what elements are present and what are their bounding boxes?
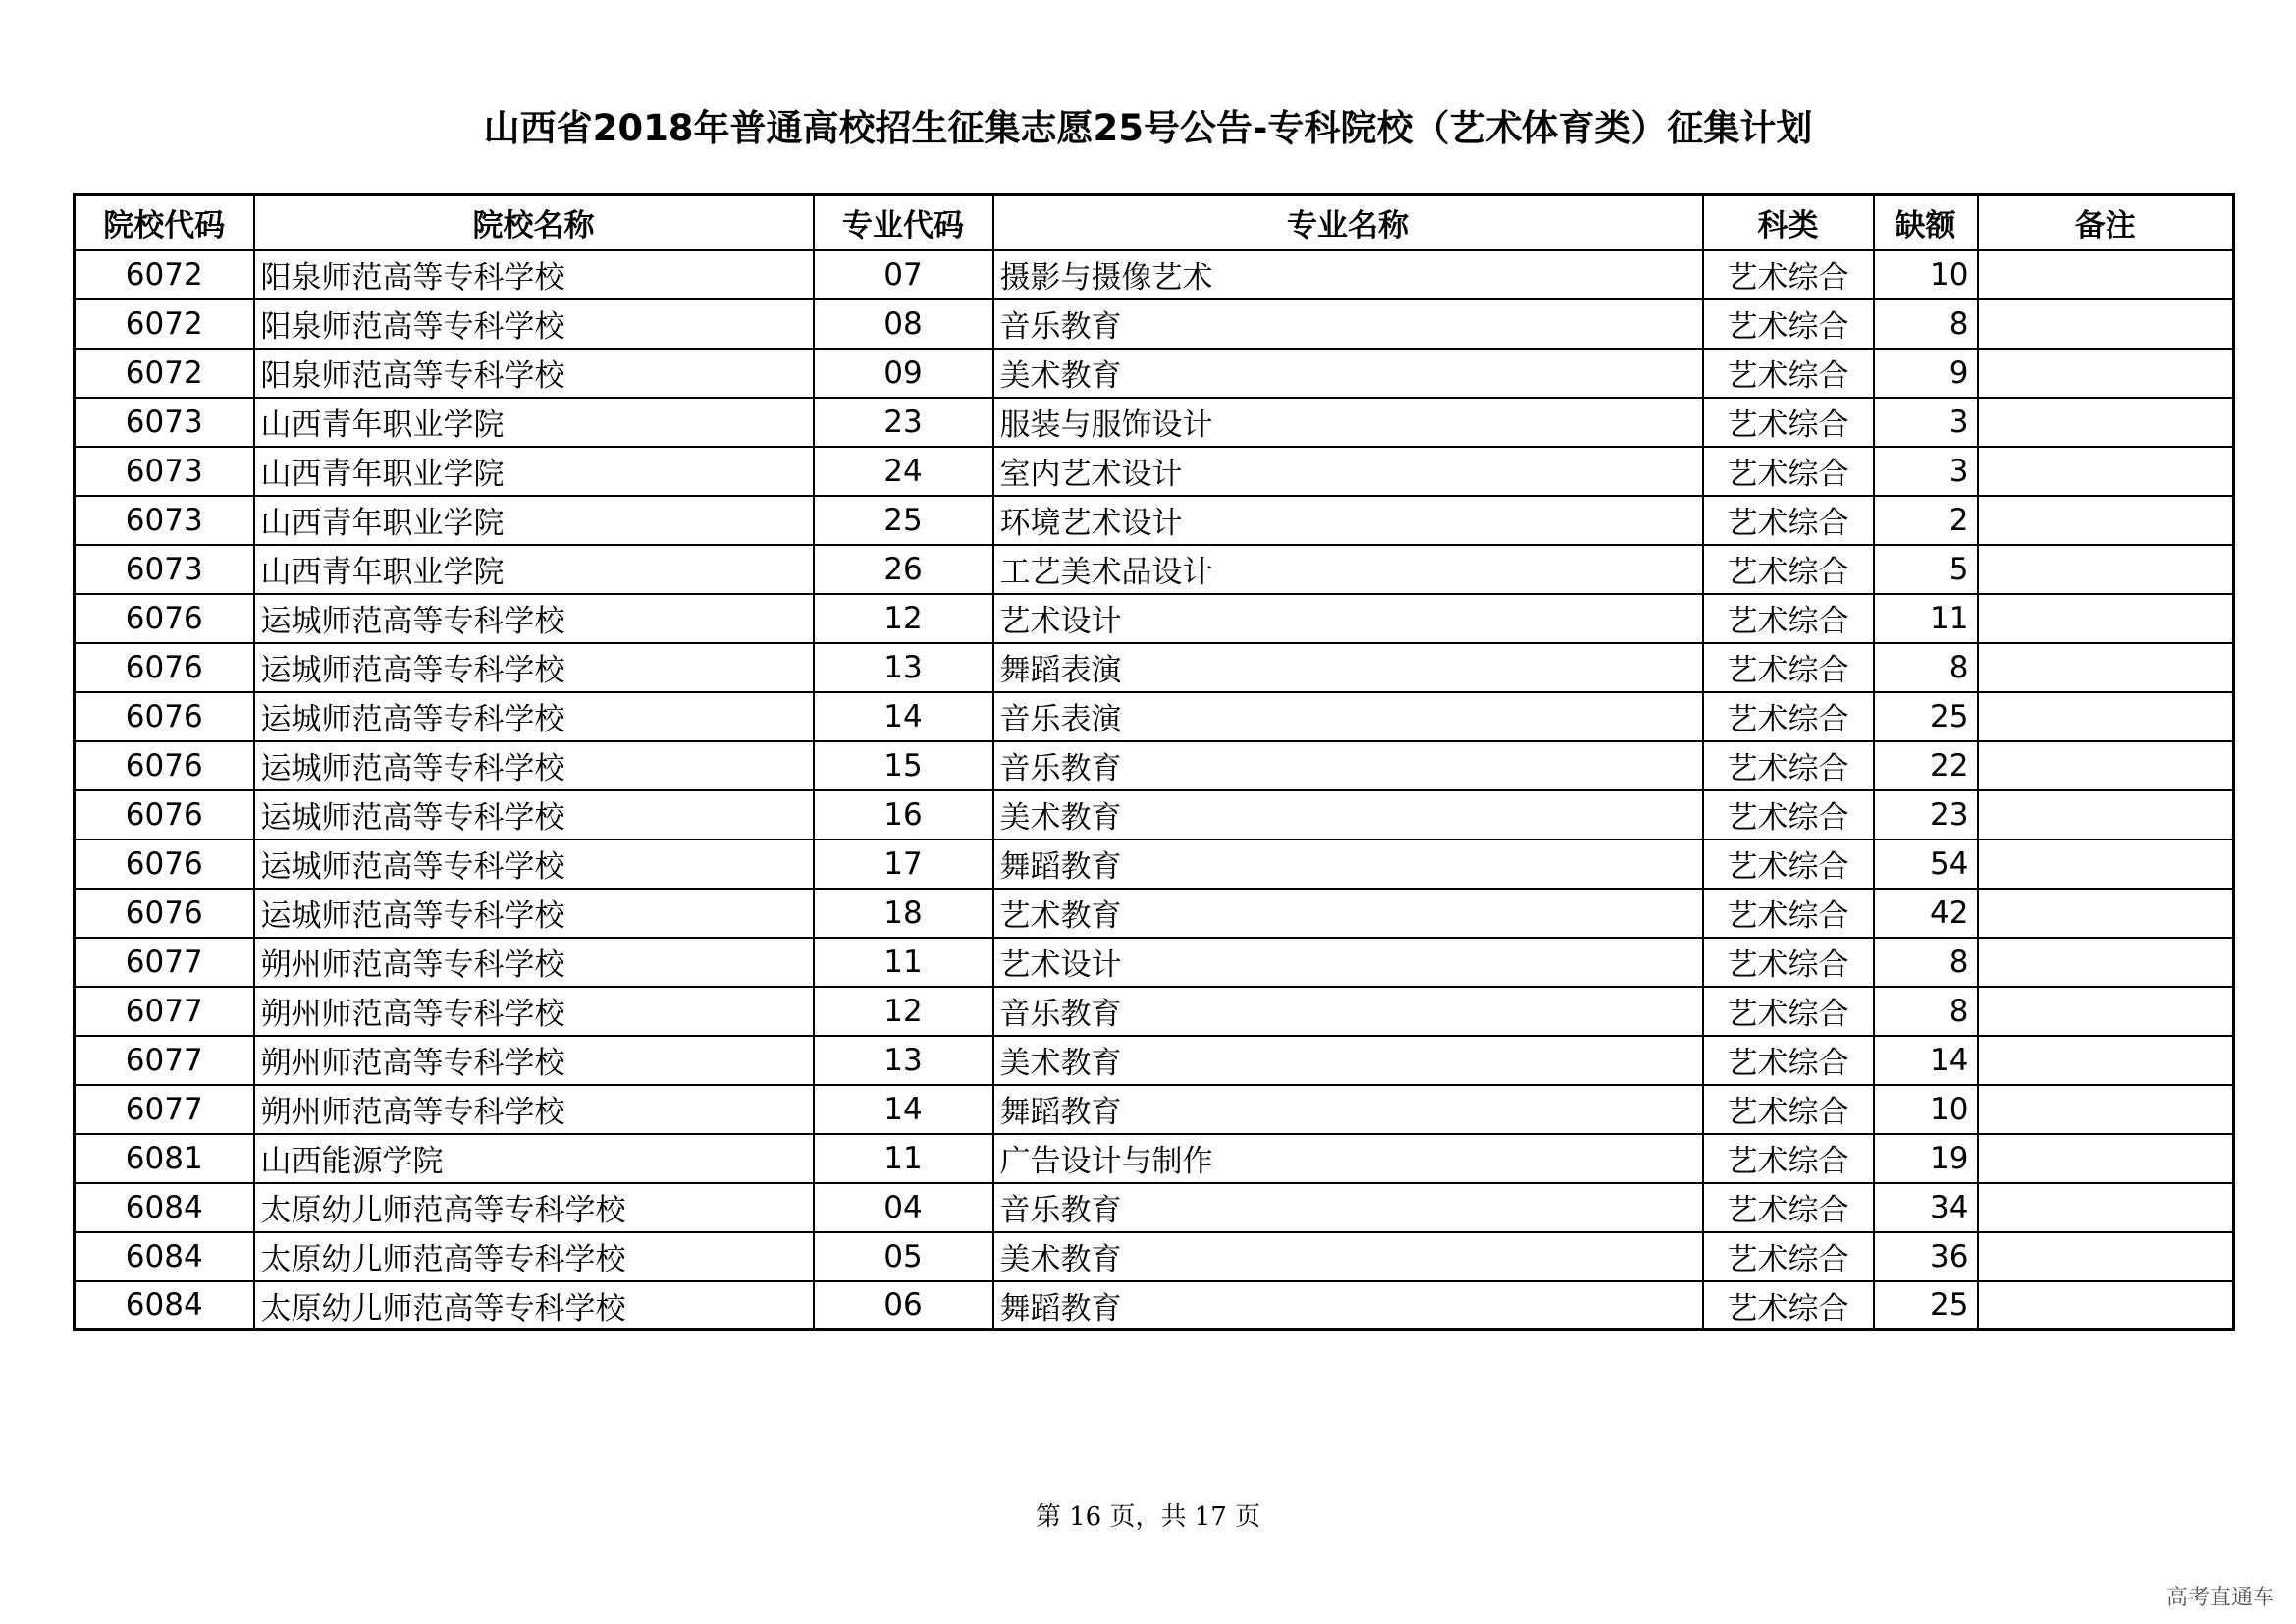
header-vacancy: 缺额: [1874, 195, 1978, 250]
table-header-row: [75, 195, 2234, 250]
cell-major-code: 23: [814, 398, 993, 447]
cell-major-code: 12: [814, 594, 993, 643]
cell-category: 艺术综合: [1703, 447, 1874, 496]
cell-note: [1978, 938, 2234, 987]
table-body: [75, 250, 2234, 1330]
cell-category: 艺术综合: [1703, 987, 1874, 1036]
cell-school-name: 运城师范高等专科学校: [254, 889, 814, 938]
page-title: 山西省2018年普通高校招生征集志愿25号公告-专科院校（艺术体育类）征集计划: [483, 107, 1813, 149]
table-row: [75, 447, 2234, 496]
cell-major-code: 05: [814, 1232, 993, 1281]
cell-vacancy: 2: [1874, 496, 1978, 545]
cell-major-name: 艺术设计: [993, 938, 1703, 987]
cell-vacancy: 23: [1874, 790, 1978, 839]
cell-major-name: 美术教育: [993, 790, 1703, 839]
cell-major-code: 24: [814, 447, 993, 496]
cell-note: [1978, 741, 2234, 790]
cell-category: 艺术综合: [1703, 741, 1874, 790]
cell-category: 艺术综合: [1703, 889, 1874, 938]
cell-major-name: 音乐教育: [993, 741, 1703, 790]
cell-school-code: 6081: [75, 1134, 254, 1183]
cell-school-name: 朔州师范高等专科学校: [254, 987, 814, 1036]
cell-school-code: 6072: [75, 299, 254, 349]
cell-note: [1978, 250, 2234, 299]
cell-vacancy: 34: [1874, 1183, 1978, 1232]
cell-school-code: 6076: [75, 889, 254, 938]
cell-vacancy: 25: [1874, 692, 1978, 741]
cell-vacancy: 3: [1874, 447, 1978, 496]
table-row: [75, 1085, 2234, 1134]
cell-school-code: 6072: [75, 349, 254, 398]
cell-major-name: 艺术设计: [993, 594, 1703, 643]
cell-major-code: 04: [814, 1183, 993, 1232]
cell-school-name: 运城师范高等专科学校: [254, 741, 814, 790]
cell-note: [1978, 1281, 2234, 1330]
cell-school-code: 6076: [75, 839, 254, 889]
cell-category: 艺术综合: [1703, 839, 1874, 889]
cell-school-code: 6084: [75, 1183, 254, 1232]
table-row: [75, 987, 2234, 1036]
cell-major-name: 环境艺术设计: [993, 496, 1703, 545]
cell-major-code: 17: [814, 839, 993, 889]
header-major-name: 专业名称: [993, 195, 1703, 250]
cell-school-name: 山西青年职业学院: [254, 496, 814, 545]
cell-category: 艺术综合: [1703, 1232, 1874, 1281]
cell-major-code: 09: [814, 349, 993, 398]
cell-vacancy: 8: [1874, 643, 1978, 692]
cell-major-code: 18: [814, 889, 993, 938]
cell-vacancy: 8: [1874, 987, 1978, 1036]
cell-major-code: 14: [814, 692, 993, 741]
cell-school-name: 山西青年职业学院: [254, 545, 814, 594]
table-row: [75, 1183, 2234, 1232]
cell-major-name: 工艺美术品设计: [993, 545, 1703, 594]
cell-school-name: 太原幼儿师范高等专科学校: [254, 1232, 814, 1281]
cell-school-name: 阳泉师范高等专科学校: [254, 299, 814, 349]
cell-school-code: 6076: [75, 692, 254, 741]
cell-note: [1978, 1085, 2234, 1134]
cell-major-code: 13: [814, 1036, 993, 1085]
header-school-name: 院校名称: [254, 195, 814, 250]
cell-major-code: 12: [814, 987, 993, 1036]
cell-note: [1978, 349, 2234, 398]
cell-major-code: 15: [814, 741, 993, 790]
cell-school-code: 6073: [75, 447, 254, 496]
table-row: [75, 349, 2234, 398]
cell-category: 艺术综合: [1703, 692, 1874, 741]
cell-school-name: 朔州师范高等专科学校: [254, 1085, 814, 1134]
cell-school-code: 6084: [75, 1232, 254, 1281]
cell-category: 艺术综合: [1703, 1085, 1874, 1134]
cell-school-name: 山西青年职业学院: [254, 447, 814, 496]
cell-major-name: 音乐教育: [993, 1183, 1703, 1232]
cell-major-name: 美术教育: [993, 349, 1703, 398]
cell-vacancy: 54: [1874, 839, 1978, 889]
cell-category: 艺术综合: [1703, 1281, 1874, 1330]
table-row: [75, 1134, 2234, 1183]
cell-note: [1978, 643, 2234, 692]
table-row: [75, 545, 2234, 594]
cell-major-name: 音乐教育: [993, 987, 1703, 1036]
cell-school-code: 6076: [75, 594, 254, 643]
cell-note: [1978, 447, 2234, 496]
cell-vacancy: 42: [1874, 889, 1978, 938]
cell-major-name: 美术教育: [993, 1232, 1703, 1281]
cell-major-code: 06: [814, 1281, 993, 1330]
table-row: [75, 496, 2234, 545]
cell-category: 艺术综合: [1703, 1134, 1874, 1183]
cell-major-name: 服装与服饰设计: [993, 398, 1703, 447]
cell-vacancy: 14: [1874, 1036, 1978, 1085]
cell-category: 艺术综合: [1703, 545, 1874, 594]
cell-note: [1978, 1134, 2234, 1183]
cell-note: [1978, 889, 2234, 938]
cell-vacancy: 25: [1874, 1281, 1978, 1330]
cell-note: [1978, 692, 2234, 741]
cell-major-name: 音乐教育: [993, 299, 1703, 349]
table-row: [75, 594, 2234, 643]
cell-note: [1978, 398, 2234, 447]
table-row: [75, 1232, 2234, 1281]
cell-school-name: 运城师范高等专科学校: [254, 692, 814, 741]
cell-major-code: 07: [814, 250, 993, 299]
watermark: 高考直通车: [2165, 1586, 2274, 1610]
cell-school-code: 6073: [75, 496, 254, 545]
cell-major-name: 舞蹈教育: [993, 1281, 1703, 1330]
cell-school-code: 6084: [75, 1281, 254, 1330]
cell-note: [1978, 790, 2234, 839]
cell-note: [1978, 496, 2234, 545]
cell-major-code: 25: [814, 496, 993, 545]
cell-school-code: 6073: [75, 545, 254, 594]
cell-note: [1978, 987, 2234, 1036]
table-row: [75, 839, 2234, 889]
cell-school-name: 朔州师范高等专科学校: [254, 1036, 814, 1085]
cell-school-code: 6077: [75, 1036, 254, 1085]
cell-major-code: 08: [814, 299, 993, 349]
cell-major-name: 音乐表演: [993, 692, 1703, 741]
cell-major-code: 13: [814, 643, 993, 692]
cell-major-name: 艺术教育: [993, 889, 1703, 938]
cell-vacancy: 3: [1874, 398, 1978, 447]
cell-school-code: 6077: [75, 938, 254, 987]
cell-vacancy: 11: [1874, 594, 1978, 643]
cell-vacancy: 22: [1874, 741, 1978, 790]
cell-major-code: 11: [814, 938, 993, 987]
cell-vacancy: 9: [1874, 349, 1978, 398]
cell-school-code: 6076: [75, 741, 254, 790]
table-row: [75, 1281, 2234, 1330]
cell-note: [1978, 839, 2234, 889]
cell-note: [1978, 299, 2234, 349]
cell-note: [1978, 1036, 2234, 1085]
cell-major-name: 室内艺术设计: [993, 447, 1703, 496]
cell-vacancy: 19: [1874, 1134, 1978, 1183]
cell-category: 艺术综合: [1703, 790, 1874, 839]
cell-school-code: 6073: [75, 398, 254, 447]
cell-major-name: 舞蹈表演: [993, 643, 1703, 692]
header-category: 科类: [1703, 195, 1874, 250]
cell-major-name: 舞蹈教育: [993, 1085, 1703, 1134]
table-row: [75, 938, 2234, 987]
cell-school-code: 6076: [75, 643, 254, 692]
cell-major-code: 16: [814, 790, 993, 839]
table-row: [75, 790, 2234, 839]
cell-major-code: 26: [814, 545, 993, 594]
cell-school-name: 运城师范高等专科学校: [254, 643, 814, 692]
cell-category: 艺术综合: [1703, 1183, 1874, 1232]
cell-note: [1978, 1232, 2234, 1281]
cell-vacancy: 8: [1874, 938, 1978, 987]
cell-school-name: 阳泉师范高等专科学校: [254, 250, 814, 299]
table-row: [75, 643, 2234, 692]
table-row: [75, 889, 2234, 938]
header-note: 备注: [1978, 195, 2234, 250]
cell-category: 艺术综合: [1703, 643, 1874, 692]
cell-school-name: 阳泉师范高等专科学校: [254, 349, 814, 398]
cell-school-code: 6077: [75, 1085, 254, 1134]
cell-category: 艺术综合: [1703, 938, 1874, 987]
enrollment-table: [73, 193, 2235, 1331]
cell-school-code: 6072: [75, 250, 254, 299]
cell-school-name: 太原幼儿师范高等专科学校: [254, 1281, 814, 1330]
cell-school-code: 6077: [75, 987, 254, 1036]
cell-vacancy: 5: [1874, 545, 1978, 594]
page-footer: 第 16 页，共 17 页: [1035, 1502, 1261, 1532]
header-school-code: 院校代码: [75, 195, 254, 250]
cell-school-name: 山西能源学院: [254, 1134, 814, 1183]
cell-vacancy: 36: [1874, 1232, 1978, 1281]
header-major-code: 专业代码: [814, 195, 993, 250]
cell-school-name: 太原幼儿师范高等专科学校: [254, 1183, 814, 1232]
cell-school-name: 山西青年职业学院: [254, 398, 814, 447]
cell-category: 艺术综合: [1703, 594, 1874, 643]
cell-category: 艺术综合: [1703, 496, 1874, 545]
cell-major-name: 广告设计与制作: [993, 1134, 1703, 1183]
table-row: [75, 1036, 2234, 1085]
cell-vacancy: 10: [1874, 1085, 1978, 1134]
cell-major-name: 舞蹈教育: [993, 839, 1703, 889]
cell-category: 艺术综合: [1703, 299, 1874, 349]
table-row: [75, 741, 2234, 790]
cell-category: 艺术综合: [1703, 250, 1874, 299]
table-row: [75, 398, 2234, 447]
cell-school-code: 6076: [75, 790, 254, 839]
cell-vacancy: 10: [1874, 250, 1978, 299]
cell-vacancy: 8: [1874, 299, 1978, 349]
cell-major-code: 14: [814, 1085, 993, 1134]
cell-note: [1978, 594, 2234, 643]
cell-note: [1978, 1183, 2234, 1232]
cell-school-name: 运城师范高等专科学校: [254, 790, 814, 839]
cell-school-name: 运城师范高等专科学校: [254, 594, 814, 643]
cell-major-name: 摄影与摄像艺术: [993, 250, 1703, 299]
table-row: [75, 299, 2234, 349]
cell-category: 艺术综合: [1703, 1036, 1874, 1085]
cell-category: 艺术综合: [1703, 398, 1874, 447]
cell-major-name: 美术教育: [993, 1036, 1703, 1085]
table-row: [75, 250, 2234, 299]
cell-note: [1978, 545, 2234, 594]
cell-category: 艺术综合: [1703, 349, 1874, 398]
cell-major-code: 11: [814, 1134, 993, 1183]
table-row: [75, 692, 2234, 741]
cell-school-name: 运城师范高等专科学校: [254, 839, 814, 889]
cell-school-name: 朔州师范高等专科学校: [254, 938, 814, 987]
